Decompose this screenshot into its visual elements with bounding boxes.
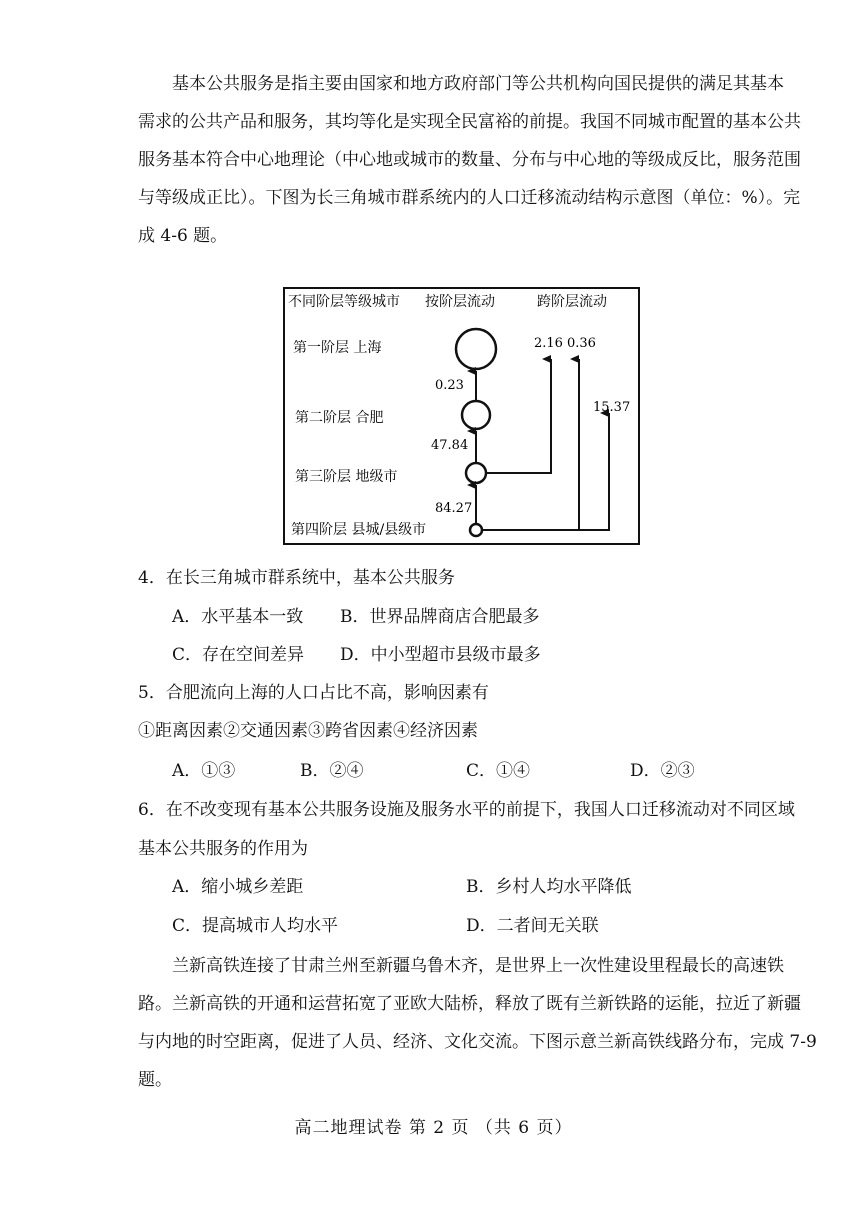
header-by-level: 按阶层流动: [425, 294, 495, 310]
intro2-line-2: 路。兰新高铁的开通和运营拓宽了亚欧大陆桥，释放了既有兰新铁路的运能，拉近了新疆: [138, 994, 801, 1014]
page-footer: 高二地理试卷 第 2 页 （共 6 页）: [294, 1118, 573, 1138]
header-cross-level: 跨阶层流动: [537, 294, 607, 310]
q4-option-c: C．存在空间差异: [172, 645, 305, 665]
level-4-label: 第四阶层 县城/县级市: [291, 522, 427, 538]
header-cities: 不同阶层等级城市: [288, 294, 400, 310]
intro2-line-3: 与内地的时空距离，促进了人员、经济、文化交流。下图示意兰新高铁线路分布，完成 7-9: [138, 1032, 817, 1052]
q4-option-a: A．水平基本一致: [172, 607, 304, 627]
q6-stem-line-2: 基本公共服务的作用为: [138, 839, 308, 859]
value-l3-to-l1: 2.16: [534, 336, 563, 351]
intro1-line-5: 成 4-6 题。: [138, 226, 228, 246]
q5-factors: ①距离因素②交通因素③跨省因素④经济因素: [138, 721, 478, 741]
intro1-line-1: 基本公共服务是指主要由国家和地方政府部门等公共机构向国民提供的满足其基本: [172, 74, 784, 94]
value-l4-to-l2: 15.37: [593, 400, 631, 415]
intro2-line-1: 兰新高铁连接了甘肃兰州至新疆乌鲁木齐，是世界上一次性建设里程最长的高速铁: [172, 956, 784, 976]
q6-stem-line-1: 6．在不改变现有基本公共服务设施及服务水平的前提下，我国人口迁移流动对不同区域: [138, 800, 795, 820]
level-1-label: 第一阶层 上海: [293, 340, 382, 356]
q5-option-d: D．②③: [630, 761, 695, 781]
q6-option-c: C．提高城市人均水平: [172, 916, 339, 936]
value-l3-to-l2: 47.84: [431, 438, 469, 453]
value-l2-to-l1: 0.23: [435, 378, 464, 393]
value-l4-to-l1: 0.36: [567, 336, 596, 351]
intro1-line-2: 需求的公共产品和服务，其均等化是实现全民富裕的前提。我国不同城市配置的基本公共: [138, 112, 801, 132]
q5-option-c: C．①④: [466, 761, 531, 781]
q5-option-a: A．①③: [172, 761, 236, 781]
q6-option-a: A．缩小城乡差距: [172, 877, 304, 897]
node-hefei: [462, 401, 490, 429]
intro1-line-3: 服务基本符合中心地理论（中心地或城市的数量、分布与中心地的等级成反比，服务范围: [138, 150, 801, 170]
node-shanghai: [456, 329, 496, 369]
node-county: [470, 524, 482, 536]
q4-stem: 4．在长三角城市群系统中，基本公共服务: [138, 568, 455, 588]
intro-paragraph-1: [138, 65, 801, 255]
q6-option-d: D．二者间无关联: [466, 916, 599, 936]
migration-flow-diagram: [283, 287, 640, 545]
level-2-label: 第二阶层 合肥: [295, 410, 384, 426]
arrow-l4-to-l2: [579, 413, 609, 530]
q5-option-b: B．②④: [300, 761, 364, 781]
intro1-line-4: 与等级成正比）。下图为长三角城市群系统内的人口迁移流动结构示意图（单位：%）。完: [138, 188, 801, 208]
intro-paragraph-2: [138, 947, 817, 1099]
arrow-l3-to-l1: [486, 359, 551, 473]
q5-stem: 5．合肥流向上海的人口占比不高，影响因素有: [138, 683, 489, 703]
q6-option-b: B．乡村人均水平降低: [466, 877, 632, 897]
arrow-l4-to-l1: [482, 359, 579, 530]
q4-option-b: B．世界品牌商店合肥最多: [340, 607, 540, 627]
node-prefecture: [466, 463, 486, 483]
value-l4-to-l3: 84.27: [435, 501, 473, 516]
intro2-line-4: 题。: [138, 1070, 172, 1090]
level-3-label: 第三阶层 地级市: [295, 469, 398, 485]
q4-option-d: D．中小型超市县级市最多: [340, 645, 541, 665]
